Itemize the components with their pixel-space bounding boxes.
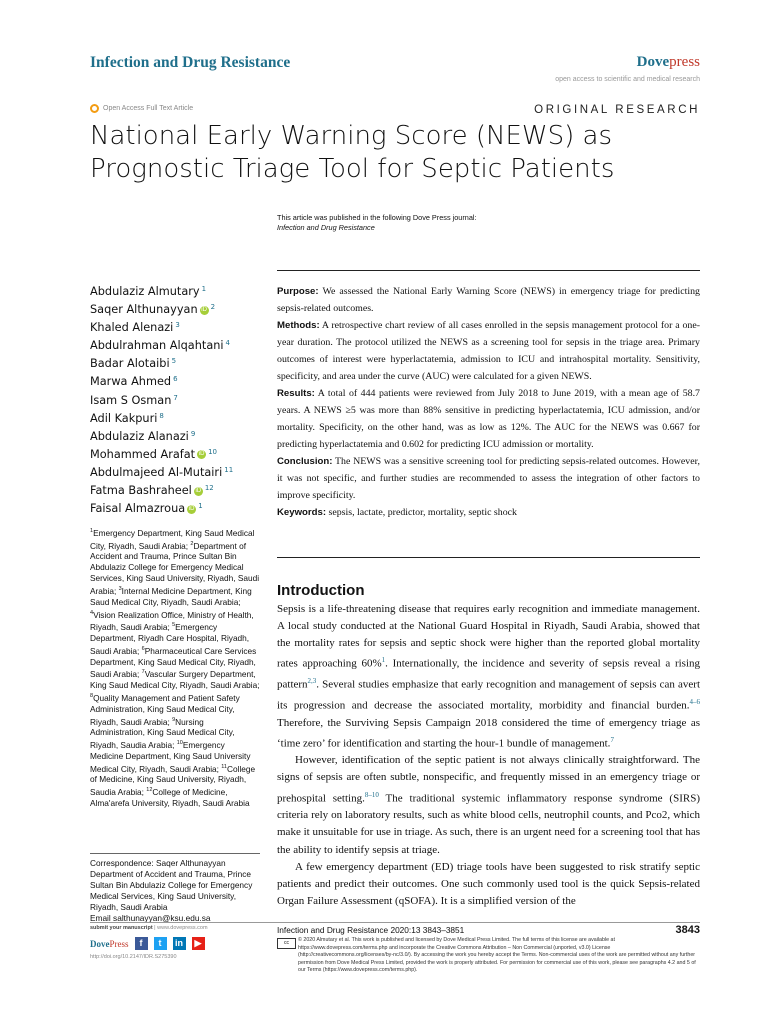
footer-brand-main: Dove xyxy=(90,938,110,949)
submit-label: submit your manuscript xyxy=(90,925,153,931)
affiliation-ref: 6 xyxy=(173,375,178,384)
affiliation-number: 4 xyxy=(90,609,94,616)
orcid-icon[interactable]: iD xyxy=(195,487,202,494)
author-name: Faisal Almazroua xyxy=(90,502,186,516)
affiliation-ref: 5 xyxy=(171,357,177,366)
affiliation-ref: 3 xyxy=(175,321,180,330)
orcid-icon[interactable]: iD xyxy=(188,505,195,512)
author-name: Abdulaziz Almutary xyxy=(90,285,200,298)
intro-p1-text: . Internationally, the incidence and severity of sepsis reveal a rising pattern xyxy=(277,657,700,691)
open-access-label xyxy=(90,104,193,113)
results-text: A total of 444 patients were reviewed from July 2018 to June 2019, with a mean age of 58.7 years. A NEWS ≥5 was more than 88% sensitive in predicting hyperlactatemia, ICU admission, and/or mortality. Specificity, on the other hand, was as low as 12%. The AUC for the NEWS was 0.667 for predicting hyperlactatemia and 0.602 for predicting ICU admission or mortality. xyxy=(277,388,700,450)
author-entry xyxy=(90,410,233,428)
creative-commons-icon: cc xyxy=(277,938,296,949)
affiliation-ref: 10 xyxy=(208,447,218,456)
affiliation-ref: 11 xyxy=(224,465,234,474)
results-label: Results: xyxy=(277,388,315,399)
author-name: Abdulmajeed Al-Mutairi xyxy=(90,465,223,479)
citation-ref[interactable]: 7 xyxy=(610,735,614,744)
affiliation-ref: 9 xyxy=(190,429,196,438)
abstract-conclusion xyxy=(277,453,700,504)
author-entry xyxy=(90,446,233,464)
author-name: Saqer Althunayyan xyxy=(90,303,198,317)
correspondence-email[interactable]: Email salthunayyan@ksu.edu.sa xyxy=(90,912,211,923)
author-entry xyxy=(90,301,233,319)
author-name: Marwa Ahmed xyxy=(90,375,172,389)
intro-paragraph-3: A few emergency department (ED) triage tools have been suggested to risk stratify septic patients and predict their outcomes. One such commonly used tool is the quick Sepsis-related Organ Failure Assessment (qSOFA). It is a simplified version of the xyxy=(277,860,700,907)
affiliation-text: Vision Realization Office, Ministry of Health, Riyadh, Saudi Arabia; xyxy=(90,609,254,633)
correspondence xyxy=(90,858,265,923)
author-name: Mohammed Arafat xyxy=(90,447,196,461)
footer-brand-sub: Press xyxy=(109,938,129,949)
orcid-icon[interactable]: iD xyxy=(198,451,205,458)
affiliation-number: 10 xyxy=(176,740,183,747)
author-name: Fatma Bashraheel xyxy=(90,484,192,498)
intro-paragraph-2 xyxy=(277,752,700,858)
affiliation-text: Emergency Medicine Department, King Saud University Medical City, Riyadh, Saudi Arabia; xyxy=(90,739,251,774)
affiliation-text: Nursing Administration, King Saud Medical City, Riyadh, Saudia Arabia; xyxy=(90,716,235,750)
affiliation-number: 7 xyxy=(141,669,145,676)
author-list xyxy=(90,283,233,518)
abstract-purpose xyxy=(277,283,700,317)
intro-p1-text: Sepsis is a life-threatening disease that requires early recognition and immediate management. A local study conducted at the National Guard Hospital in Riyadh, Saudi Arabia, showed that the mortality rates for sepsis and septic shock were higher than the reported global mortality rates approaching 60% xyxy=(277,603,700,670)
open-access-text: Open Access Full Text Article xyxy=(103,105,194,112)
affiliation-ref: 4 xyxy=(225,339,231,348)
facebook-icon[interactable]: f xyxy=(135,937,148,950)
citation-ref[interactable]: 1 xyxy=(381,656,386,665)
affiliation-ref: 12 xyxy=(204,484,214,493)
author-entry xyxy=(90,373,233,391)
conclusion-label: Conclusion: xyxy=(277,456,333,467)
author-name: Abdulaziz Alanazi xyxy=(90,429,189,443)
journal-name: Infection and Drug Resistance xyxy=(90,54,291,71)
publisher-tagline: open access to scientific and medical research xyxy=(555,76,700,83)
intro-p1-text: . Several studies emphasize that early recognition and management of sepsis can avert its progression and decrease the associated mortality, morbidity and financial burden. xyxy=(277,678,700,712)
affiliation-ref: 1 xyxy=(201,285,207,293)
author-name: Abdulrahman Alqahtani xyxy=(90,339,224,353)
introduction-body xyxy=(277,601,700,910)
affiliation-ref: 2 xyxy=(210,303,216,312)
submit-site: | www.dovepress.com xyxy=(152,925,208,931)
linkedin-icon[interactable]: in xyxy=(173,937,186,950)
affiliations xyxy=(90,526,260,809)
author-entry xyxy=(90,500,233,518)
affiliation-number: 2 xyxy=(190,540,194,547)
footer-logo xyxy=(90,939,129,949)
abstract-keywords xyxy=(277,504,700,521)
author-name: Khaled Alenazi xyxy=(90,321,174,335)
affiliation-number: 3 xyxy=(118,586,122,593)
affiliation-ref: 7 xyxy=(173,393,178,402)
citation-ref[interactable]: 8–10 xyxy=(364,790,379,799)
citation-ref[interactable]: 4–6 xyxy=(689,697,700,706)
affiliation-text: College of Medicine, King Saud University, Riyadh, Saudia Arabia; xyxy=(90,763,256,798)
affiliation-text: Pharmaceutical Care Services Department, King Saud Medical City, Riyadh, Saudi Arabia; xyxy=(90,645,257,680)
affiliation-number: 5 xyxy=(172,622,176,629)
article-category: ORIGINAL RESEARCH xyxy=(534,104,700,116)
citation-line: Infection and Drug Resistance 2020:13 3843–3851 xyxy=(277,925,465,935)
affiliation-text: Quality Management and Patient Safety Administration, King Saud Medical City, Riyadh, Saudi Arabia; xyxy=(90,692,240,727)
correspondence-divider xyxy=(90,853,260,854)
affiliation-text: Department of Accident and Trauma, Prince Sultan Bin Abdulaziz College for Emergency Medical Services, King Saud University, Riyadh, Saudi Arabia; xyxy=(90,540,260,596)
intro-paragraph-1 xyxy=(277,601,700,752)
publication-note-text: This article was published in the following Dove Press journal: xyxy=(277,213,477,222)
intro-p2-text: However, identification of the septic patient is not always clinically straightforward. The signs of sepsis are often subtle, nonspecific, and frequently missed in an emergency triage or prehospital setting. xyxy=(277,754,700,805)
affiliation-text: Internal Medicine Department, King Saud Medical City, Riyadh, Saudi Arabia; xyxy=(90,585,252,607)
author-name: Badar Alotaibi xyxy=(90,357,170,371)
methods-text: A retrospective chart review of all cases enrolled in the sepsis management protocol for a one-year duration. The protocol utilized the NEWS as a screening tool for sepsis in the triage area. Primary outcomes of interest were hyperlactatemia, admission to ICU and intrahospital mortality. Sensitivity, specificity, and area under the curve (AUC) were calculated for a given NEWS. xyxy=(277,320,700,382)
abstract-bottom-rule xyxy=(277,557,700,558)
affiliation-number: 9 xyxy=(172,716,176,723)
affiliation-text: College of Medicine, Alma'arefa University, Riyadh, Saudi Arabia xyxy=(90,787,250,809)
conclusion-text: The NEWS was a sensitive screening tool for predicting sepsis-related outcomes. However, it was not specific, and further studies are recommended to assess the integration of other factors to improve specificity. xyxy=(277,456,700,501)
affiliation-ref: 8 xyxy=(159,411,164,420)
author-entry xyxy=(90,337,233,355)
brand-sub: press xyxy=(669,54,700,70)
article-title: National Early Warning Score (NEWS) as Prognostic Triage Tool for Septic Patients xyxy=(90,121,615,184)
affiliation-text: Emergency Department, Riyadh Care Hospital, Riyadh, Saudi Arabia; xyxy=(90,622,250,656)
brand-main: Dove xyxy=(636,54,670,70)
footer-divider xyxy=(90,922,700,923)
purpose-label: Purpose: xyxy=(277,286,319,297)
open-access-icon xyxy=(90,104,99,113)
intro-p1-text: Therefore, the Surviving Sepsis Campaign 2018 considered the time of emergency triage as ‘time zero’ for identification and starting the hour-1 bundle of management. xyxy=(277,716,700,750)
license-text: © 2020 Almutary et al. This work is published and licensed by Dove Medical Press Limited. The full terms of this license are available at https://www.dovepress.com/terms.php and incorporate the Creative Commons Attribution – Non Commercial (unported, v3.0) License (http://creativecommons.org/licenses/by-nc/3.0/). By accessing the work you hereby accept the Terms. Non-commercial uses of the work are permitted without any further permission from Dove Medical Press Limited, provided the work is properly attributed. For permission for commercial use of this work, please see paragraphs 4.2 and 5 of our Terms (https://www.dovepress.com/terms.php). xyxy=(298,937,696,973)
orcid-icon[interactable]: iD xyxy=(201,306,207,313)
intro-p2-text: The traditional systemic inflammatory response syndrome (SIRS) criteria rely on laboratory results, such as white blood cells, neutrophil counts, and Pco2, which make it unsuitable for use in triage. As such, there is an urgent need for a screening tool that has the ability to identify sepsis at triage. xyxy=(277,792,700,856)
keywords-text: sepsis, lactate, predictor, mortality, septic shock xyxy=(326,507,517,518)
abstract xyxy=(277,283,700,521)
affiliation-number: 1 xyxy=(90,528,94,534)
citation-ref[interactable]: 2,3 xyxy=(307,677,317,686)
affiliation-number: 11 xyxy=(221,763,227,770)
youtube-icon[interactable]: ▶ xyxy=(192,937,205,950)
publication-note-journal: Infection and Drug Resistance xyxy=(277,223,375,232)
affiliation-text: Emergency Department, King Saud Medical City, Riyadh, Saudi Arabia; xyxy=(90,527,255,551)
author-entry xyxy=(90,319,233,337)
purpose-text: We assessed the National Early Warning Score (NEWS) in emergency triage for predicting sepsis-related outcomes. xyxy=(277,286,700,314)
abstract-methods xyxy=(277,317,700,385)
submit-manuscript[interactable] xyxy=(90,925,208,931)
twitter-icon[interactable]: t xyxy=(154,937,167,950)
page-number: 3843 xyxy=(675,924,700,936)
correspondence-address: Department of Accident and Trauma, Prince Sultan Bin Abdulaziz College for Emergency Medical Services, King Saud University, Riyadh, Saudi Arabia xyxy=(90,868,253,912)
introduction-heading: Introduction xyxy=(277,582,365,599)
abstract-top-rule xyxy=(277,270,700,271)
author-name: Isam S Osman xyxy=(90,393,172,407)
publication-note xyxy=(277,213,477,233)
affiliation-number: 12 xyxy=(146,787,153,794)
affiliation-number: 8 xyxy=(90,693,94,700)
affiliation-ref: 1 xyxy=(198,502,203,511)
affiliation-text: Vascular Surgery Department, King Saud Medical City, Riyadh, Saudi Arabia; xyxy=(90,669,260,691)
author-entry xyxy=(90,482,233,500)
correspondence-name: Correspondence: Saqer Althunayyan xyxy=(90,858,226,868)
author-name: Adil Kakpuri xyxy=(90,411,158,425)
author-entry xyxy=(90,355,233,373)
publisher-logo xyxy=(637,54,700,71)
keywords-label: Keywords: xyxy=(277,507,327,518)
affiliation-number: 6 xyxy=(141,645,145,652)
doi-link[interactable]: http://doi.org/10.2147/IDR.S275390 xyxy=(90,954,177,960)
methods-label: Methods: xyxy=(277,320,320,331)
footer-brand xyxy=(90,937,205,950)
abstract-results xyxy=(277,385,700,453)
